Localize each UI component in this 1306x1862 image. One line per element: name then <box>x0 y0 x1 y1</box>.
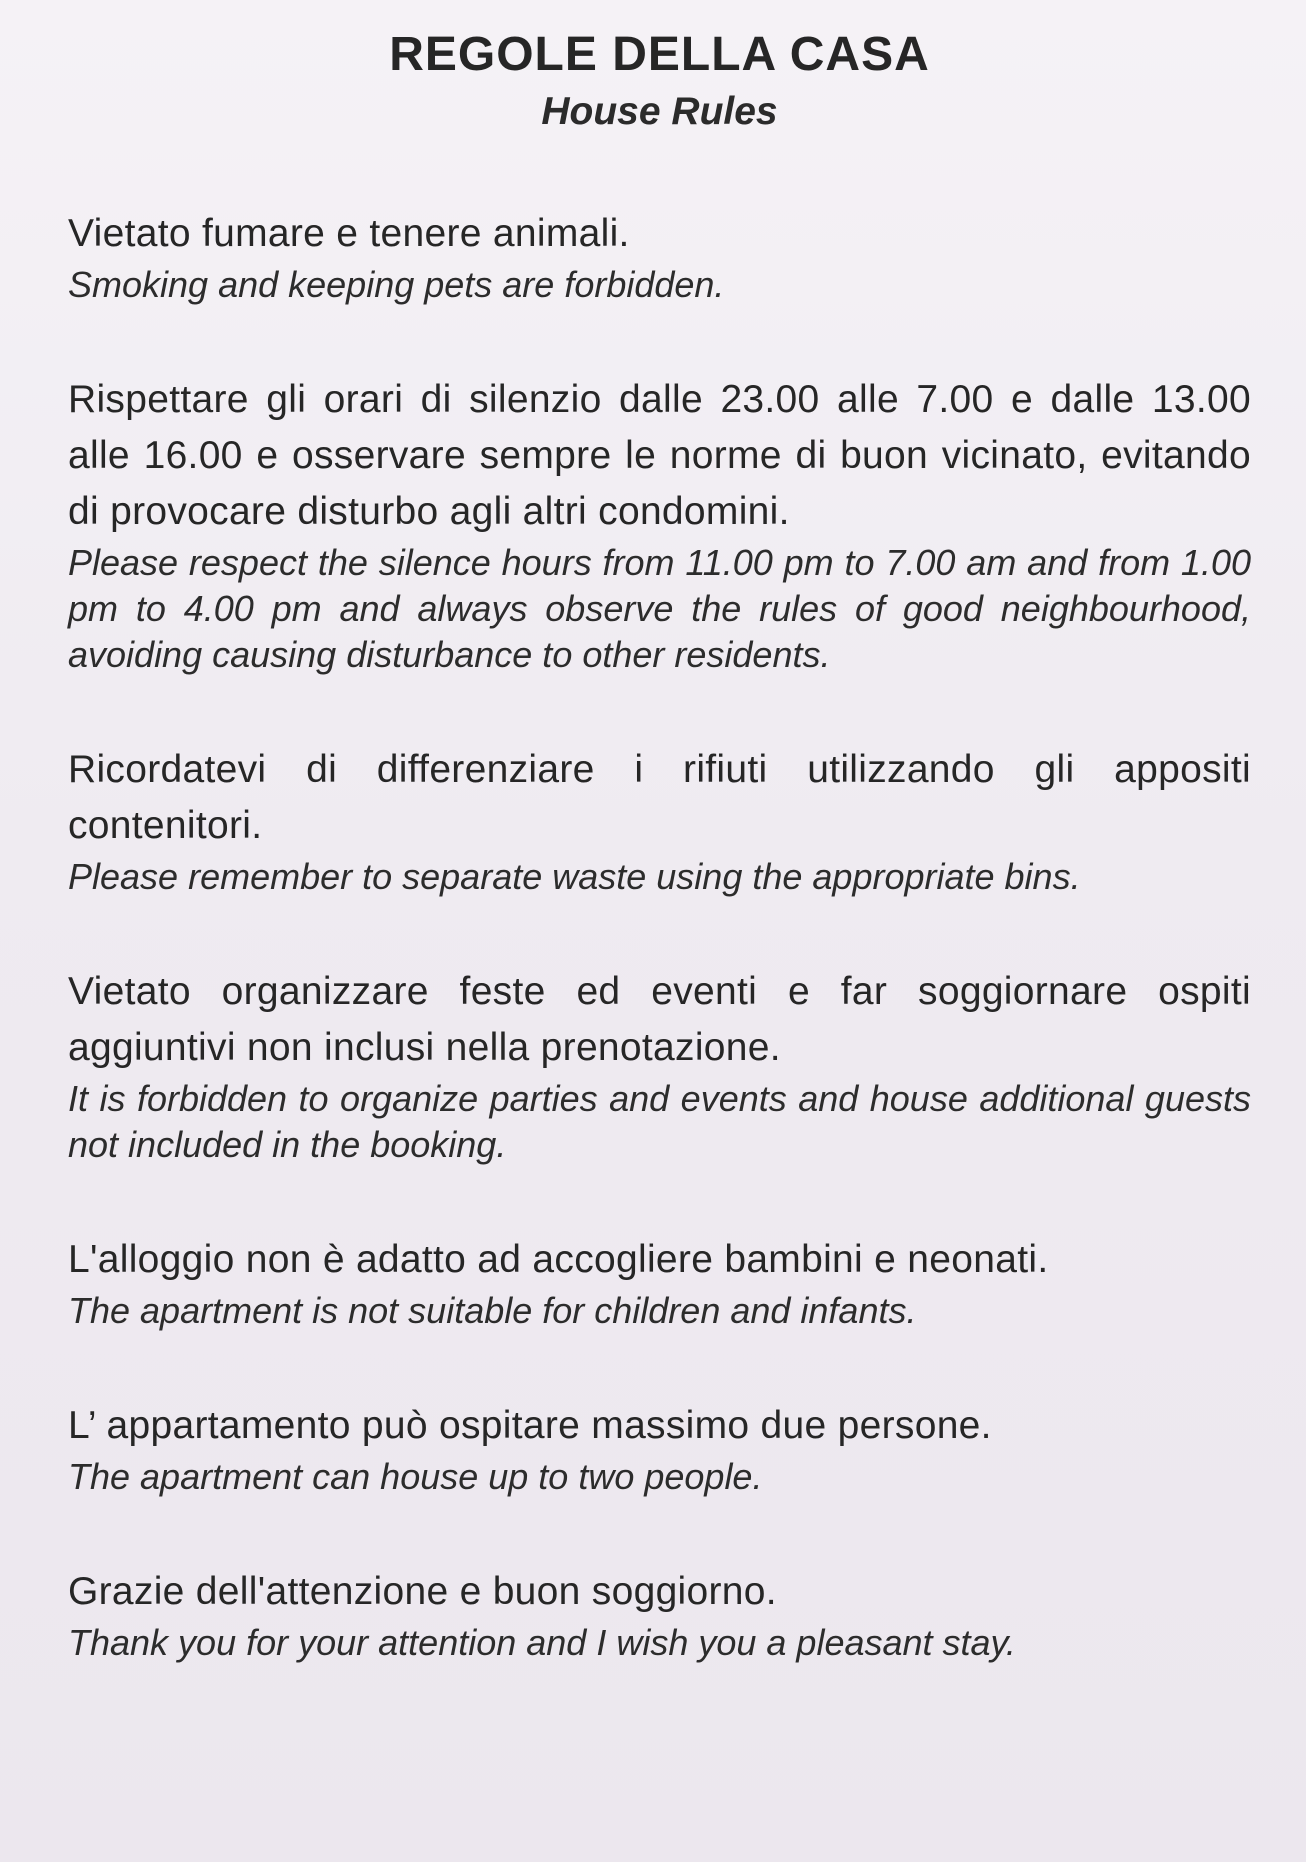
rule-no-children <box>68 1232 1251 1334</box>
document-subtitle: House Rules <box>541 90 778 133</box>
rule-text-english: Smoking and keeping pets are forbidden. <box>68 264 725 305</box>
rule-no-parties-guests <box>68 964 1251 1168</box>
closing-thanks <box>68 1564 1251 1666</box>
rule-text-italian: Grazie dell'attenzione e buon soggiorno. <box>68 1570 777 1613</box>
document-title: REGOLE DELLA CASA <box>389 28 930 81</box>
rule-text-italian: Rispettare gli orari di silenzio dalle 23.00 alle 7.00 e dalle 13.00 alle 16.00 e osservare sempre le norme di buon vicinato, evitando di provocare disturbo agli altri condomini. <box>68 378 1251 533</box>
rule-text-english: Please remember to separate waste using the appropriate bins. <box>68 856 1081 897</box>
rule-max-two-people <box>68 1398 1251 1500</box>
rule-text-italian: L’ appartamento può ospitare massimo due persone. <box>68 1404 992 1447</box>
rule-text-italian: L'alloggio non è adatto ad accogliere bambini e neonati. <box>68 1238 1049 1281</box>
rule-no-smoking-pets <box>68 206 1251 308</box>
rule-silence-hours <box>68 372 1251 678</box>
rule-text-english: Please respect the silence hours from 11.00 pm to 7.00 am and from 1.00 pm to 4.00 pm and always observe the rules of good neighbourhood, avoiding causing disturbance to other residents. <box>68 542 1251 675</box>
rule-text-english: The apartment is not suitable for children and infants. <box>68 1290 917 1331</box>
rule-text-italian: Vietato organizzare feste ed eventi e far soggiornare ospiti aggiuntivi non inclusi nella prenotazione. <box>68 970 1251 1069</box>
rule-text-english: It is forbidden to organize parties and events and house additional guests not included in the booking. <box>68 1078 1251 1165</box>
rules-list <box>68 206 1251 1666</box>
rule-text-italian: Vietato fumare e tenere animali. <box>68 212 630 255</box>
rule-text-italian: Ricordatevi di differenziare i rifiuti utilizzando gli appositi contenitori. <box>68 748 1251 847</box>
document-header <box>68 0 1251 134</box>
rule-text-english: Thank you for your attention and I wish you a pleasant stay. <box>68 1622 1016 1663</box>
rule-waste-separation <box>68 742 1251 900</box>
rule-text-english: The apartment can house up to two people. <box>68 1456 763 1497</box>
